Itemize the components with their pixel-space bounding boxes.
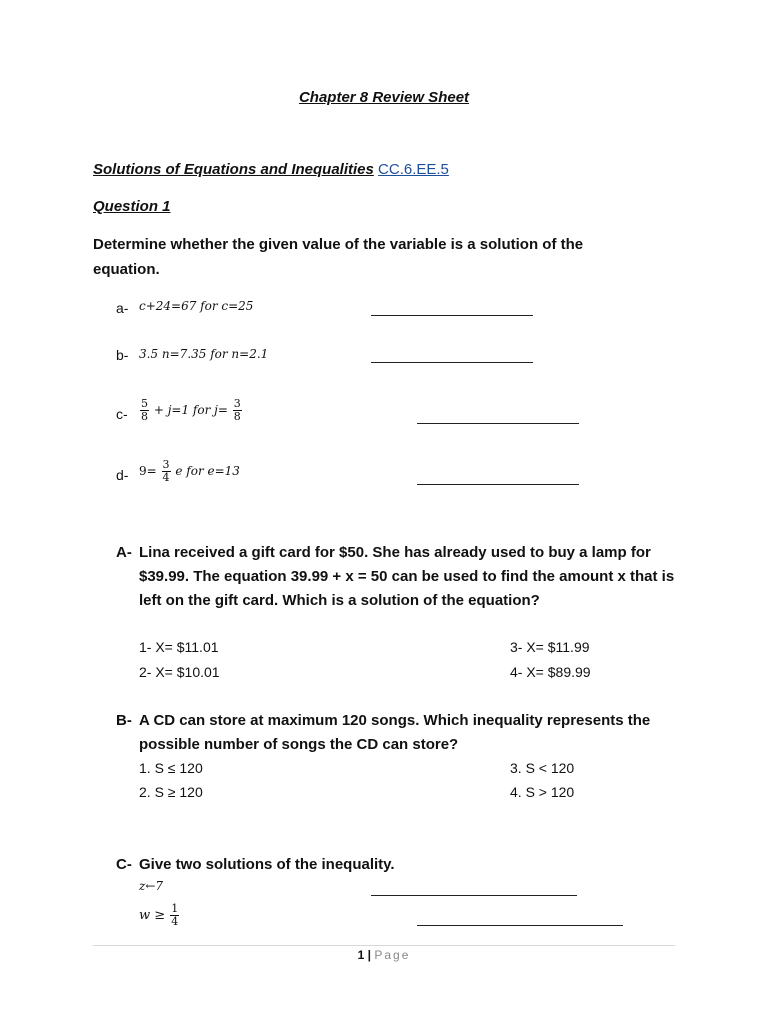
part-d-answer-blank[interactable] <box>417 483 579 485</box>
part-b-letter: b- <box>116 347 129 363</box>
problem-a-option-3[interactable]: 3- X= $11.99 <box>510 639 590 655</box>
part-a-answer-blank[interactable] <box>371 314 533 316</box>
problem-a-option-2[interactable]: 2- X= $10.01 <box>139 664 220 680</box>
part-c-answer-blank[interactable] <box>417 422 579 424</box>
problem-c-letter: C- <box>116 856 132 873</box>
problem-b-option-1[interactable]: 1. S ≤ 120 <box>139 760 203 776</box>
section-title: Solutions of Equations and Inequalities <box>93 161 374 178</box>
part-a-letter: a- <box>116 300 129 316</box>
fraction: $\frac{3}{4}$ <box>162 458 170 484</box>
section-heading <box>93 161 449 178</box>
problem-c-answer-blank-2[interactable] <box>417 924 623 926</box>
footer-divider <box>93 945 675 946</box>
problem-b-option-3[interactable]: 3. S < 120 <box>510 760 575 776</box>
problem-c-answer-blank-1[interactable] <box>371 894 577 896</box>
page-number: 1 <box>357 948 365 962</box>
problem-c-inequality-1: z←7 <box>139 879 164 893</box>
fraction: $\frac{3}{8}$ <box>233 397 241 423</box>
part-c-expression: $\frac{5}{8}$ + j=1 for j= $\frac{3}{8}$ <box>141 397 241 423</box>
question-instruction: Determine whether the given value of the variable is a solution of the equation. <box>93 236 584 278</box>
part-c-letter: c- <box>116 406 128 422</box>
standard-link[interactable]: CC.6.EE.5 <box>378 161 449 178</box>
part-b-answer-blank[interactable] <box>371 361 533 363</box>
problem-a-option-4[interactable]: 4- X= $89.99 <box>510 664 591 680</box>
fraction: $\frac{1}{4}$ <box>171 902 179 928</box>
page-footer <box>0 948 768 962</box>
fraction: $\frac{5}{8}$ <box>141 397 148 423</box>
problem-c-inequality-2: w ≥ $\frac{1}{4}$ <box>139 902 179 928</box>
part-d-letter: d- <box>116 467 129 483</box>
problem-a-letter: A- <box>116 544 132 561</box>
problem-a-text: Lina received a gift card for $50. She has already used to buy a lamp for $39.99. The equation 39.99 + x = 50 can be used to find the amount x that is left on the gift card. Which is a solution of the equation? <box>139 544 675 609</box>
problem-a-option-1[interactable]: 1- X= $11.01 <box>139 639 219 655</box>
problem-b-text: A CD can store at maximum 120 songs. Which inequality represents the possible number of songs the CD can store? <box>139 712 651 753</box>
problem-c-text: Give two solutions of the inequality. <box>139 856 395 873</box>
problem-b-option-4[interactable]: 4. S > 120 <box>510 784 575 800</box>
problem-b-option-2[interactable]: 2. S ≥ 120 <box>139 784 203 800</box>
problem-b-letter: B- <box>116 712 132 729</box>
part-b-expression: 3.5 n=7.35 for n=2.1 <box>139 347 269 361</box>
footer-separator: | <box>367 948 371 962</box>
page-word: Page <box>374 948 411 962</box>
page-title: Chapter 8 Review Sheet <box>298 89 470 106</box>
part-d-expression: 9= $\frac{3}{4}$ e for e=13 <box>139 458 240 484</box>
part-a-expression: c+24=67 for c=25 <box>139 299 254 313</box>
question-heading: Question 1 <box>93 198 171 215</box>
